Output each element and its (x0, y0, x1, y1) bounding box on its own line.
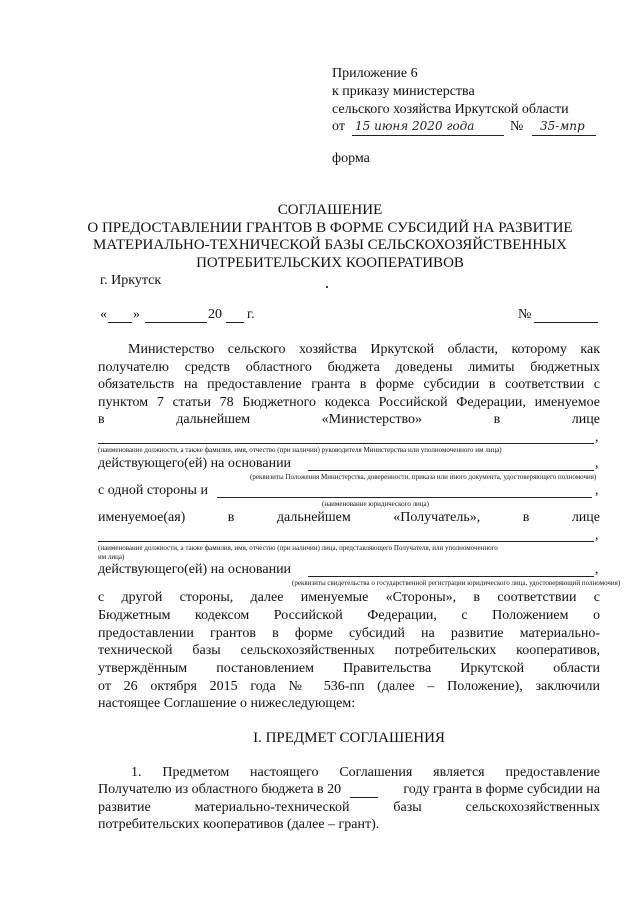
word: в (227, 510, 235, 525)
year-field[interactable] (226, 322, 244, 323)
date-underline (352, 135, 504, 136)
city: г. Иркутск (100, 273, 162, 288)
note-recipient-representative: (наименование должности, а также фамилия, имя, отчество (при наличии) лица, представляющего Получателя, или уполномоченного (98, 544, 498, 552)
section-heading: I. ПРЕДМЕТ СОГЛАШЕНИЯ (253, 730, 445, 746)
para1-line1: Министерство сельского хозяйства Иркутской области, которому как (128, 342, 600, 357)
para1-line5 (98, 412, 600, 428)
para2-line4: технической базы сельскохозяйственных потребительских кооперативов, (98, 643, 600, 658)
recipient-named-line (98, 510, 600, 526)
word: дальнейшем (176, 412, 251, 427)
note-ministry-representative: (наименование должности, а также фамилия, имя, отчество (при наличии) руководителя Министерства или уполномоченного им лица) (98, 446, 502, 454)
handwritten-date: 15 июня 2020 года (355, 119, 475, 133)
appendix-order: к приказу министерства (332, 84, 475, 99)
note-recipient-basis: (реквизиты свидетельства о государственной регистрации юридического лица, удостоверяющий полномочия) (292, 579, 621, 587)
year-suffix: г. (247, 307, 255, 322)
word: именуемое(ая) (98, 510, 186, 525)
ministry-representative-field[interactable] (98, 443, 594, 444)
comma: , (595, 562, 599, 577)
title-line3: МАТЕРИАЛЬНО-ТЕХНИЧЕСКОЙ БАЗЫ СЕЛЬСКОХОЗЯЙСТВЕННЫХ (93, 237, 567, 253)
para2-line1: с другой стороны, далее именуемые «Стороны», в соответствии с (98, 590, 600, 605)
word: «Министерство» (321, 412, 422, 427)
word: лице (571, 412, 600, 427)
acting-basis-label: действующего(ей) на основании (98, 456, 292, 471)
appendix-number-label: № (510, 119, 524, 134)
section1-line2a: Получателю из областного бюджета в 20 (98, 782, 342, 797)
section1-line2b: году гранта в форме субсидии на (403, 782, 600, 797)
handwritten-number: 35-мпр (540, 119, 585, 133)
one-side-label: с одной стороны и (98, 483, 208, 498)
word: в (98, 412, 105, 427)
word: лице (571, 510, 600, 525)
para1-line2: получателю средств областного бюджета доведены лимиты бюджетных (98, 360, 600, 375)
comma: , (595, 456, 599, 471)
number-underline (532, 135, 596, 136)
title-agreement: СОГЛАШЕНИЕ (277, 202, 383, 218)
para2-line5: утверждённым постановлением Правительства Иркутской области (98, 661, 600, 676)
comma: , (595, 483, 599, 498)
close-quote: » (133, 307, 140, 322)
para2-line2: Бюджетным кодексом Российской Федерации, с Положением о (98, 608, 600, 623)
appendix-number: Приложение 6 (332, 66, 418, 81)
day-field[interactable] (108, 322, 132, 323)
section1-line3: развитие материально-технической базы сельскохозяйственных (98, 800, 600, 815)
agreement-number-label: № (518, 307, 532, 322)
word: в (522, 510, 530, 525)
para1-line4: пунктом 7 статьи 78 Бюджетного кодекса Российской Федерации, именуемое (98, 395, 600, 410)
open-quote: « (100, 307, 107, 322)
section1-line4: потребительских кооперативов (далее – грант). (98, 817, 380, 832)
word: «Получатель», (393, 510, 481, 525)
agreement-number-field[interactable] (534, 322, 598, 323)
para2-line3: предоставлении грантов в форме субсидий на развитие материально- (98, 626, 600, 641)
para2-line6: от 26 октября 2015 года № 536-пп (далее – Положение), заключили (98, 679, 600, 694)
note-recipient-name: (наименование юридического лица) (322, 500, 429, 508)
acting-basis-label-2: действующего(ей) на основании (98, 562, 292, 577)
grant-year-field[interactable] (350, 797, 378, 798)
month-field[interactable] (145, 322, 207, 323)
word: дальнейшем (276, 510, 351, 525)
note-recipient-representative-cont: им лица) (98, 553, 125, 561)
section1-line1: 1. Предметом настоящего Соглашения является предоставление (131, 765, 600, 780)
scan-dot (326, 286, 328, 288)
recipient-representative-field[interactable] (98, 541, 594, 542)
recipient-name-field[interactable] (217, 497, 592, 498)
form-label: форма (332, 151, 370, 166)
title-line2: О ПРЕДОСТАВЛЕНИИ ГРАНТОВ В ФОРМЕ СУБСИДИЙ НА РАЗВИТИЕ (87, 220, 573, 236)
appendix-from-label: от (332, 119, 345, 134)
comma: , (595, 430, 599, 445)
recipient-basis-field[interactable] (308, 576, 594, 577)
note-ministry-basis: (реквизиты Положения Министерства, доверенности, приказа или иного документа, удостоверяющего полномочия) (250, 473, 597, 481)
year-prefix: 20 (208, 307, 222, 322)
para1-line3: обязательств на предоставление гранта в форме субсидии в соответствии с (98, 377, 600, 392)
comma: , (595, 528, 599, 543)
word: в (493, 412, 501, 427)
para2-line7: настоящее Соглашение о нижеследующем: (98, 696, 356, 711)
appendix-ministry: сельского хозяйства Иркутской области (332, 102, 569, 117)
title-line4: ПОТРЕБИТЕЛЬСКИХ КООПЕРАТИВОВ (196, 255, 464, 271)
ministry-basis-field[interactable] (308, 470, 594, 471)
